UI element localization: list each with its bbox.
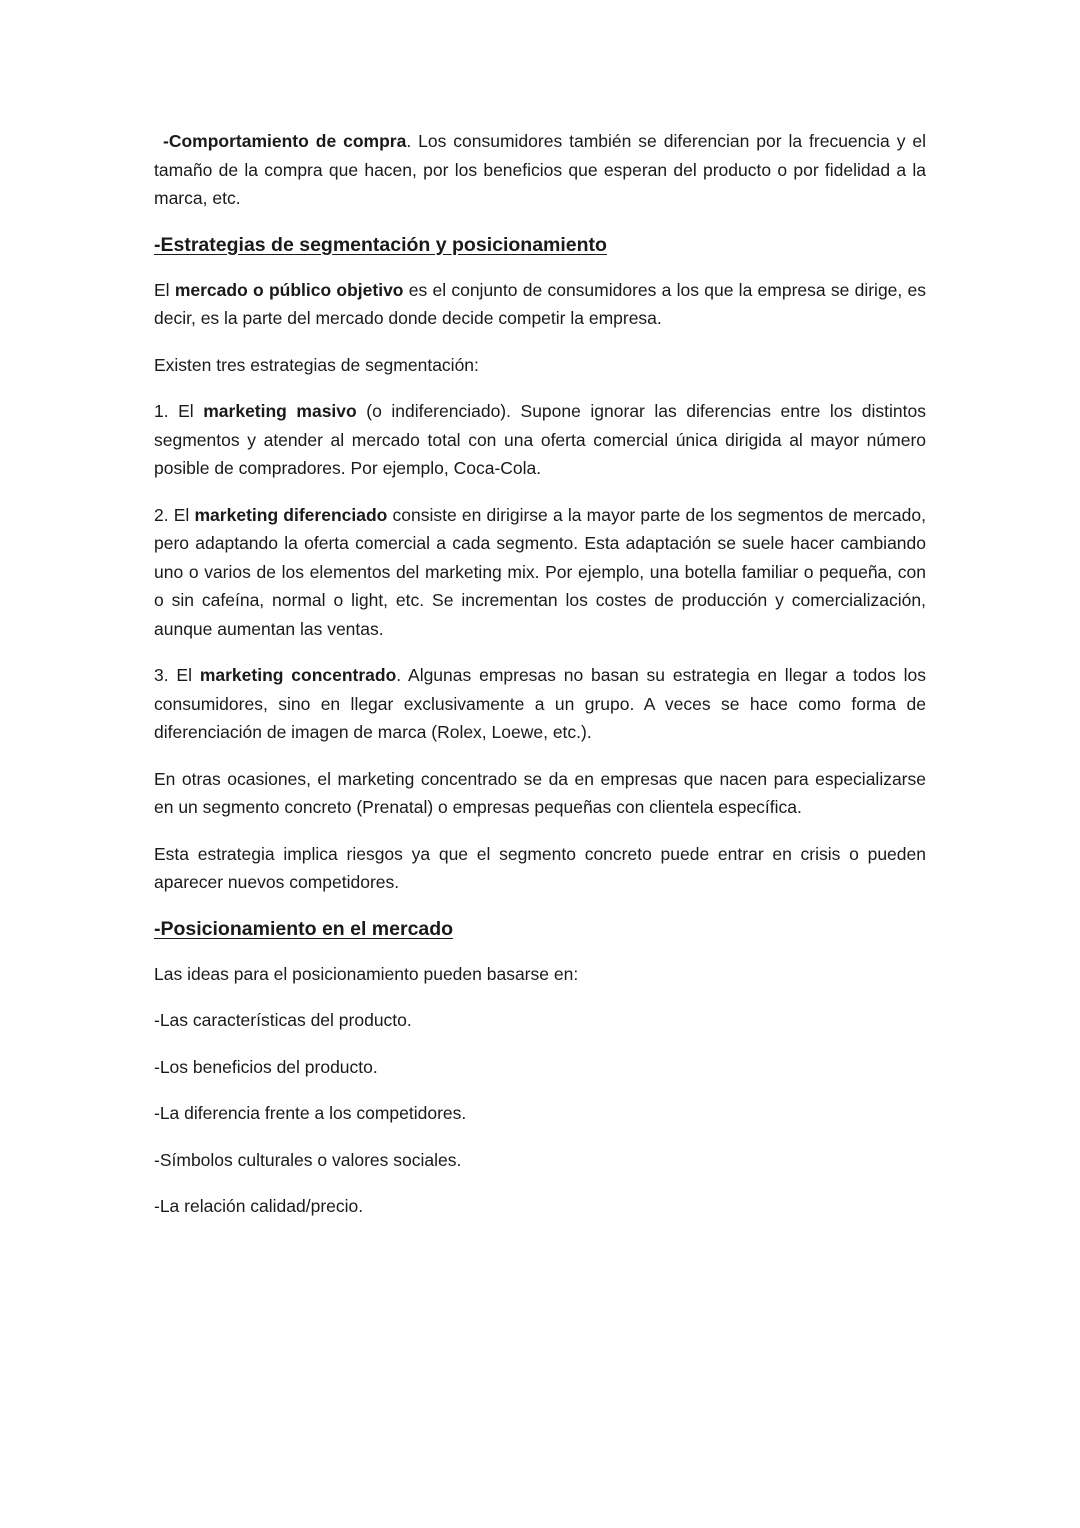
document-page — [154, 127, 926, 1239]
list-item: -Símbolos culturales o valores sociales. — [154, 1149, 462, 1170]
paragraph-prefix: 3. El — [154, 665, 200, 685]
paragraph-mercado-objetivo — [154, 276, 926, 333]
term-mercado-objetivo: mercado o público objetivo — [174, 279, 404, 300]
paragraph-existen-estrategias: Existen tres estrategias de segmentación: — [154, 354, 479, 375]
section-heading-estrategias: -Estrategias de segmentación y posicionamiento — [154, 233, 607, 256]
paragraph-prefix: El — [154, 279, 175, 300]
paragraph-text: es el conjunto de consumidores a los que la empresa se dirige, es decir, es la parte del mercado donde decide competir la empresa. — [154, 279, 926, 328]
term-marketing-concentrado: marketing concentrado — [199, 665, 397, 685]
section-heading-posicionamiento: -Posicionamiento en el mercado — [154, 917, 454, 940]
paragraph-prefix: 1. El — [154, 401, 204, 421]
list-item: -Los beneficios del producto. — [154, 1056, 378, 1077]
paragraph-prefix: 2. El — [154, 504, 195, 525]
paragraph-text: . Algunas empresas no basan su estrategia en llegar a todos los consumidores, sino en llegar exclusivamente a un grupo. A veces se hace como forma de diferenciación de imagen de marca (Rolex, Loewe, etc.). — [154, 665, 926, 742]
term-marketing-masivo: marketing masivo — [203, 401, 357, 421]
list-item: -La diferencia frente a los competidores. — [154, 1103, 467, 1123]
term-marketing-diferenciado: marketing diferenciado — [194, 504, 388, 525]
paragraph-ideas-posicionamiento: Las ideas para el posicionamiento pueden basarse en: — [154, 963, 579, 984]
paragraph-marketing-concentrado — [154, 661, 926, 747]
list-item: -Las características del producto. — [154, 1010, 412, 1030]
paragraph-riesgos: Esta estrategia implica riesgos ya que el segmento concreto puede entrar en crisis o pueden aparecer nuevos competidores. — [154, 843, 926, 892]
paragraph-comportamiento-compra — [154, 127, 926, 213]
paragraph-marketing-diferenciado — [154, 501, 926, 644]
paragraph-text: consiste en dirigirse a la mayor parte de los segmentos de mercado, pero adaptando la oferta comercial a cada segmento. Esta adaptación se suele hacer cambiando uno o varios de los elementos del marketing mix. Por ejemplo, una botella familiar o pequeña, con o sin cafeína, normal o light, etc. Se incrementan los costes de producción y comercialización, aunque aumentan las ventas. — [154, 504, 926, 639]
paragraph-marketing-masivo — [154, 397, 926, 483]
paragraph-text: (o indiferenciado). Supone ignorar las diferencias entre los distintos segmentos y atender al mercado total con una oferta comercial única dirigida al mayor número posible de compradores. Por ejemplo, Coca-Cola. — [154, 401, 926, 478]
term-comportamiento-compra: -Comportamiento de compra — [163, 131, 407, 151]
list-item: -La relación calidad/precio. — [154, 1196, 364, 1216]
paragraph-text: . Los consumidores también se diferencian por la frecuencia y el tamaño de la compra que hacen, por los beneficios que esperan del producto o por fidelidad a la marca, etc. — [154, 131, 926, 208]
paragraph-otras-ocasiones: En otras ocasiones, el marketing concentrado se da en empresas que nacen para especializarse en un segmento concreto (Prenatal) o empresas pequeñas con clientela específica. — [154, 768, 926, 817]
